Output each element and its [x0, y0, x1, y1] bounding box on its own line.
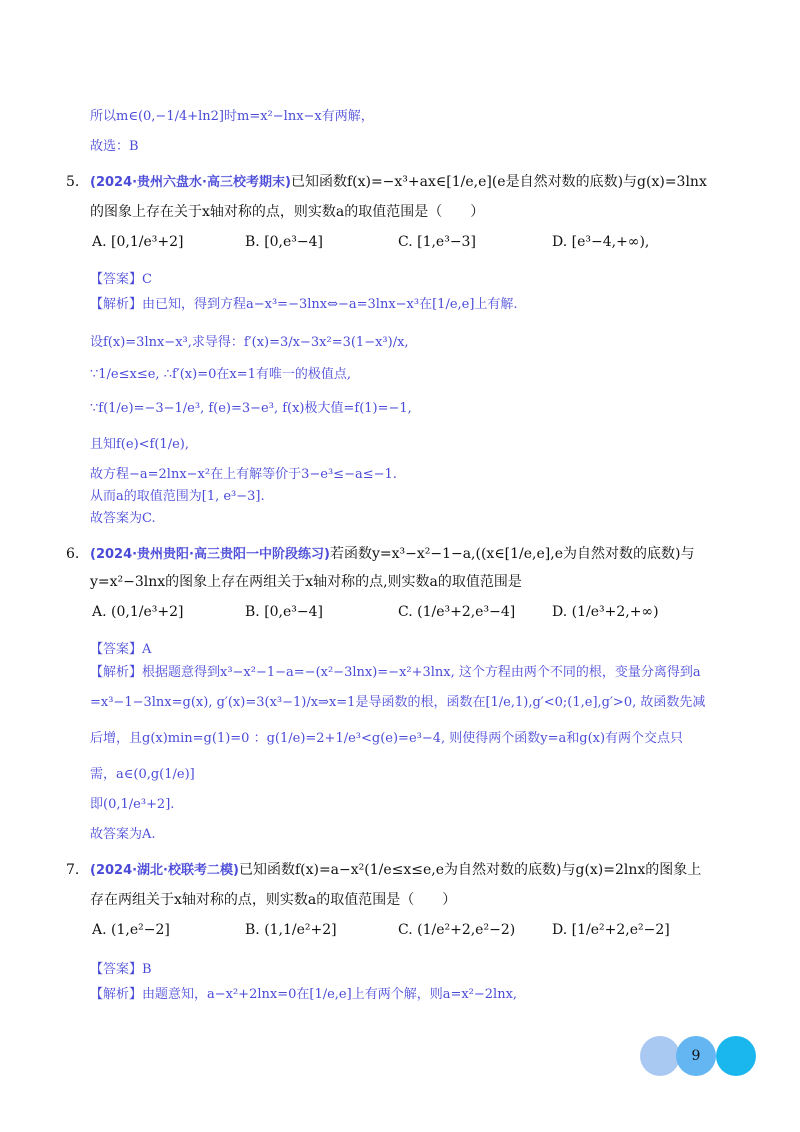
question-text-cont: y=x²−3lnx的图象上存在两组关于x轴对称的点,则实数a的取值范围是: [90, 574, 522, 590]
question-number: 6.: [66, 546, 80, 562]
question-number: 5.: [66, 174, 80, 190]
solution-line: 【解析】由已知，得到方程a−x³=−3lnx⇔−a=3lnx−x³在[1/e,e]上有解.: [90, 297, 518, 312]
option-b: B. [0,e³−4]: [245, 234, 324, 250]
decor-circle-icon: [716, 1036, 756, 1076]
question-text-cont: 的图象上存在关于x轴对称的点，则实数a的取值范围是（ ）: [90, 204, 485, 220]
solution-line: 即(0,1/e³+2].: [90, 797, 175, 812]
prev-answer-line: 故选：B: [90, 139, 139, 154]
answer-label: 【答案】B: [90, 962, 152, 977]
question-text-cont: 存在两组关于x轴对称的点，则实数a的取值范围是（ ）: [90, 892, 457, 908]
page-number: 9: [691, 1048, 701, 1064]
option-c: C. (1/e³+2,e³−4]: [398, 604, 516, 620]
decor-circle-icon: [640, 1036, 680, 1076]
solution-line: 故方程−a=2lnx−x²在上有解等价于3−e³≤−a≤−1.: [90, 467, 397, 482]
question-text: (2024·湖北·校联考二模)已知函数f(x)=a−x²(1/e≤x≤e,e为自然对数的底数)与g(x)=2lnx的图象上: [90, 862, 702, 878]
answer-label: 【答案】C: [90, 272, 152, 287]
solution-line: ∵f(1/e)=−3−1/e³, f(e)=3−e³, f(x)极大值=f(1)=−1,: [90, 401, 412, 416]
solution-line: ∵1/e≤x≤e, ∴f′(x)=0在x=1有唯一的极值点,: [90, 367, 351, 382]
option-a: A. (0,1/e³+2]: [92, 604, 184, 620]
question-number: 7.: [66, 862, 80, 878]
solution-line: 且知f(e)<f(1/e),: [90, 437, 189, 452]
solution-line: 设f(x)=3lnx−x³,求导得：f′(x)=3/x−3x²=3(1−x³)/x,: [90, 335, 409, 350]
option-a: A. [0,1/e³+2]: [92, 234, 184, 250]
page-number-badge: [640, 1036, 760, 1076]
option-d: D. (1/e³+2,+∞): [552, 604, 659, 620]
option-b: B. (1,1/e²+2]: [245, 922, 337, 938]
option-c: C. (1/e²+2,e²−2): [398, 922, 516, 938]
question-source: (2024·贵州贵阳·高三贵阳一中阶段练习): [90, 547, 330, 562]
option-b: B. [0,e³−4]: [245, 604, 324, 620]
answer-label: 【答案】A: [90, 642, 152, 657]
option-c: C. [1,e³−3]: [398, 234, 476, 250]
prev-solution-line: 所以m∈(0,−1/4+ln2]时m=x²−lnx−x有两解，: [90, 109, 374, 124]
option-d: D. [1/e²+2,e²−2]: [552, 922, 670, 938]
option-d: D. [e³−4,+∞),: [552, 234, 650, 250]
question-text: (2024·贵州贵阳·高三贵阳一中阶段练习)若函数y=x³−x²−1−a,((x∈[1/e,e],e为自然对数的底数)与: [90, 546, 695, 562]
solution-line: =x³−1−3lnx=g(x), g′(x)=3(x³−1)/x⇒x=1是导函数的根，函数在[1/e,1),g′<0;(1,e],g′>0, 故函数先减: [90, 695, 706, 710]
question-text: (2024·贵州六盘水·高三校考期末)已知函数f(x)=−x³+ax∈[1/e,e](e是自然对数的底数)与g(x)=3lnx: [90, 174, 707, 190]
option-a: A. (1,e²−2]: [92, 922, 170, 938]
solution-line: 故答案为C.: [90, 511, 156, 526]
question-source: (2024·湖北·校联考二模): [90, 863, 239, 878]
solution-line: 从而a的取值范围为[1, e³−3].: [90, 489, 265, 504]
solution-line: 【解析】由题意知，a−x²+2lnx=0在[1/e,e]上有两个解，则a=x²−2lnx,: [90, 987, 518, 1002]
question-source: (2024·贵州六盘水·高三校考期末): [90, 175, 291, 190]
solution-line: 【解析】根据题意得到x³−x²−1−a=−(x²−3lnx)=−x²+3lnx, 这个方程由两个不同的根，变量分离得到a: [90, 665, 701, 680]
solution-line: 故答案为A.: [90, 827, 156, 842]
solution-line: 需，a∈(0,g(1/e)]: [90, 767, 195, 782]
solution-line: 后增，且g(x)min=g(1)=0 ：g(1/e)=2+1/e³<g(e)=e³−4, 则使得两个函数y=a和g(x)有两个交点只: [90, 731, 684, 746]
